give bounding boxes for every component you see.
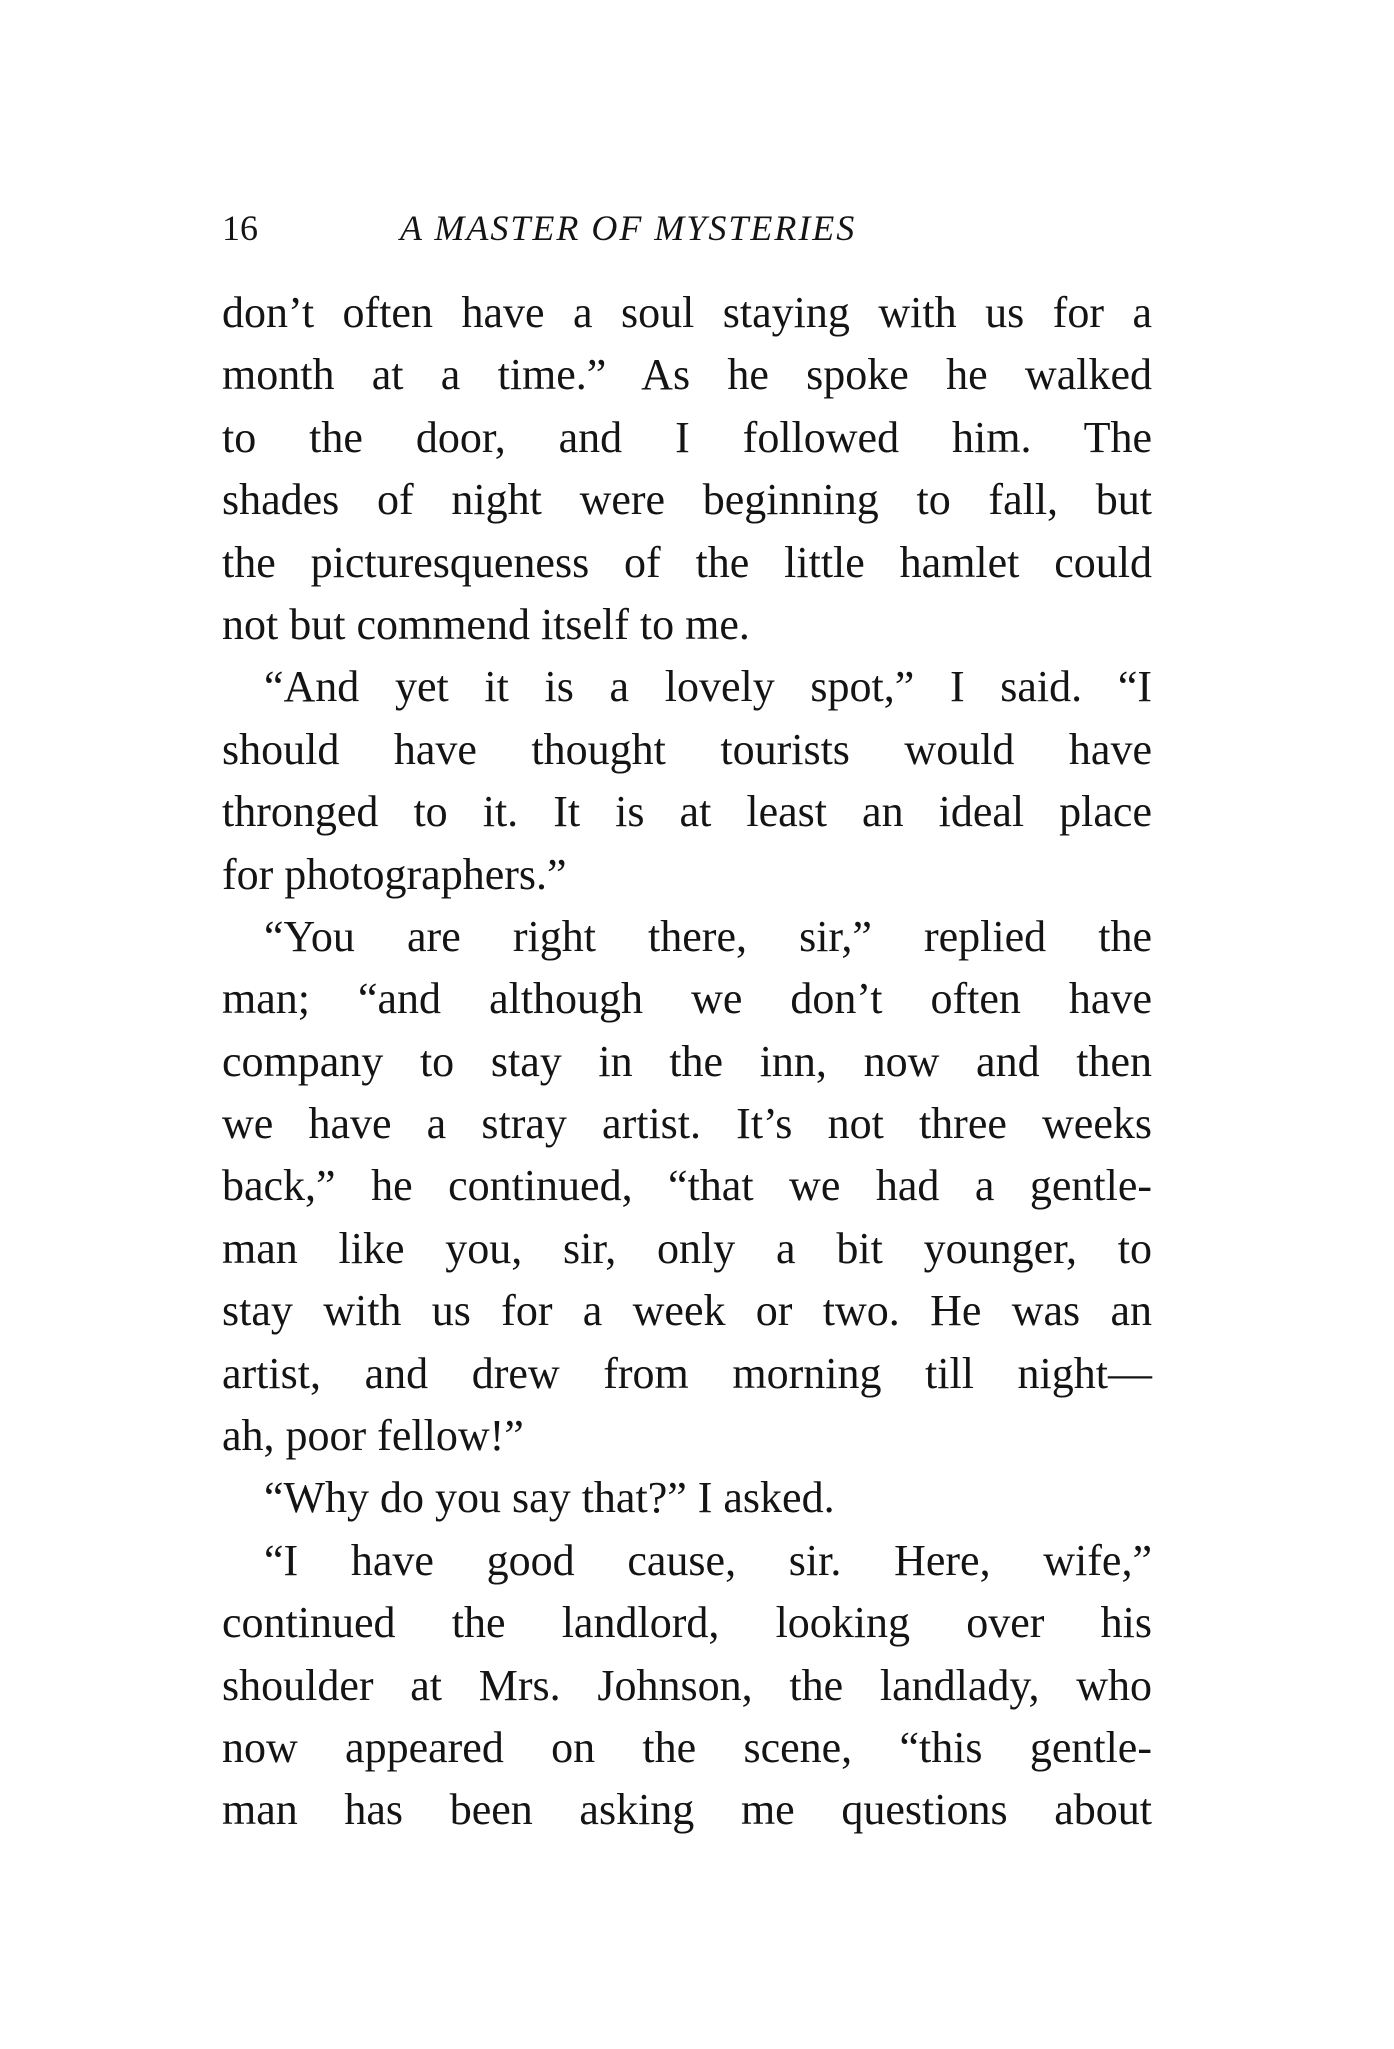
text-line: the picturesqueness of the little hamlet could [222,537,1152,587]
text-line: man; “and although we don’t often have [222,974,1152,1024]
text-line: shoulder at Mrs. Johnson, the landlady, who [222,1660,1152,1710]
text-line: for photographers.” [222,849,567,899]
text-line: “I have good cause, sir. Here, wife,” [264,1535,1152,1585]
text-line: shades of night were beginning to fall, but [222,475,1152,525]
text-line: man has been asking me questions about [222,1785,1152,1835]
text-line: ah, poor fellow!” [222,1411,524,1461]
running-title: A MASTER OF MYSTERIES [400,208,857,248]
text-line: month at a time.” As he spoke he walked [222,350,1152,400]
text-line: we have a stray artist. It’s not three weeks [222,1099,1152,1149]
text-line: should have thought tourists would have [222,724,1152,774]
text-line: artist, and drew from morning till night— [222,1348,1152,1398]
text-line: back,” he continued, “that we had a gentle- [222,1161,1152,1211]
body-text [222,282,1152,1842]
text-line: not but commend itself to me. [222,599,750,649]
text-line: company to stay in the inn, now and then [222,1036,1152,1086]
page-number: 16 [222,208,258,248]
running-head [222,200,1182,256]
text-line: man like you, sir, only a bit younger, to [222,1223,1152,1273]
text-line: “Why do you say that?” I asked. [264,1473,835,1523]
text-line: to the door, and I followed him. The [222,412,1152,462]
text-line: “You are right there, sir,” replied the [264,911,1152,961]
text-line: “And yet it is a lovely spot,” I said. “I [264,662,1152,712]
text-line: now appeared on the scene, “this gentle- [222,1722,1152,1772]
text-line: stay with us for a week or two. He was an [222,1286,1152,1336]
text-line: continued the landlord, looking over his [222,1598,1152,1648]
text-line: thronged to it. It is at least an ideal place [222,787,1152,837]
text-line: don’t often have a soul staying with us for a [222,288,1152,337]
